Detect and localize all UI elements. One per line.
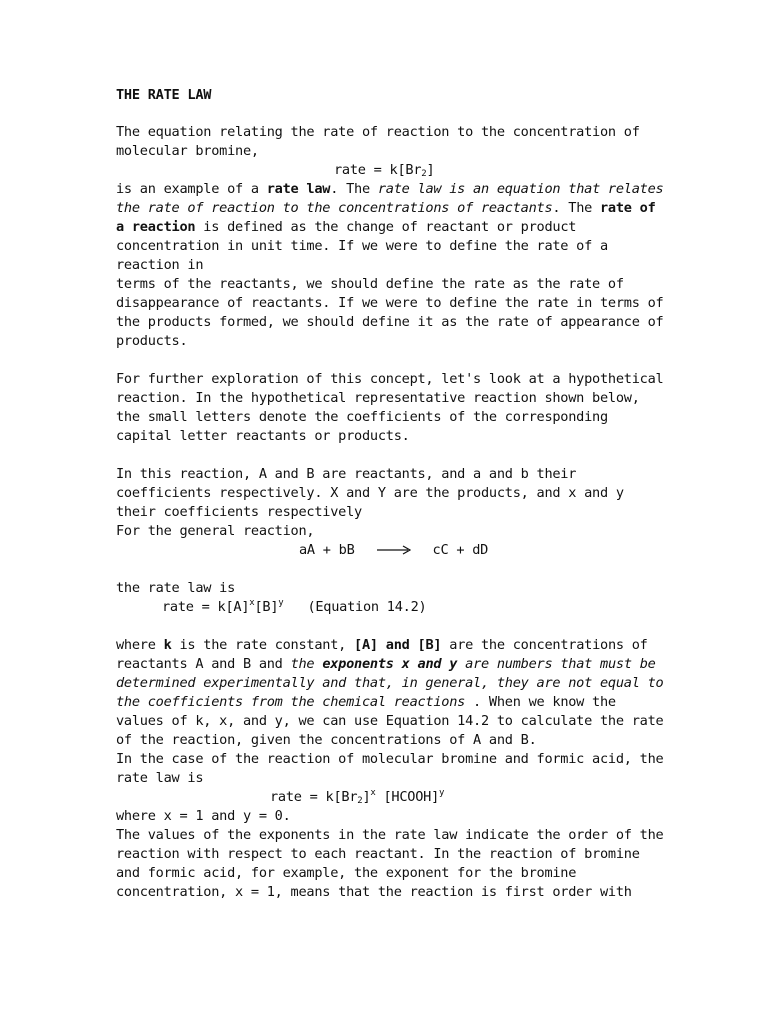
p1-line-10: disappearance of reactants. If we were to define the rate in terms of [116,295,664,311]
p1-line-7: concentration in unit time. If we were to define the rate of a [116,238,608,254]
p5-line-6: of the reaction, given the concentrations of A and B. [116,732,537,748]
general-reaction-equation: aA + bB cC + dD [299,542,489,558]
p2-line-4: capital letter reactants or products. [116,428,410,444]
p5-line-2: reactants A and B and the exponents x and y are numbers that must be [116,656,656,672]
p5-line-10: where x = 1 and y = 0. [116,808,291,824]
p1-line-1: The equation relating the rate of reaction to the concentration of [116,124,640,140]
p3-line-3: their coefficients respectively [116,504,362,520]
term-rate-of-reaction: a reaction [116,219,196,235]
p1-line-8: reaction in [116,257,204,273]
p2-line-2: reaction. In the hypothetical representative reaction shown below, [116,390,640,406]
p5-line-1: where k is the rate constant, [A] and [B] are the concentrations of [116,637,648,653]
p1-line-9: terms of the reactants, we should define the rate as the rate of [116,276,624,292]
p4-line-1: the rate law is [116,580,236,596]
p2-line-3: the small letters denote the coefficients of the corresponding [116,409,608,425]
p5-line-14: concentration, x = 1, means that the reaction is first order with [116,884,632,900]
document-page [116,86,664,902]
p1-line-11: the products formed, we should define it as the rate of appearance of [116,314,664,330]
p5-line-4: the coefficients from the chemical reactions . When we know the [116,694,616,710]
p2-line-1: For further exploration of this concept, let's look at a hypothetical [116,371,664,387]
rate-law-bromine-formic: rate = $k[Br_2]^x$ [HCOOH]$^y$ [270,788,445,806]
p1-line-5: the rate of reaction to the concentrations of reactants. The rate of [116,200,656,216]
p5-line-3: determined experimentally and that, in general, they are not equal to [116,675,664,691]
rate-law-general-equation: rate = $k[A]^x[B]^y$ (Equation 14.2) [162,598,427,615]
p1-line-2: molecular bromine, [116,143,259,159]
p5-line-8: rate law is [116,770,204,786]
rate-equation-bromine: rate = $k[Br_2]$ [334,162,435,179]
equation-label: (Equation 14.2) [307,599,427,615]
p5-line-5: values of k, x, and y, we can use Equation 14.2 to calculate the rate [116,713,664,729]
p1-line-4: is an example of a rate law. The rate law is an equation that relates [116,181,664,197]
page-title: THE RATE LAW [116,87,212,103]
p5-line-13: and formic acid, for example, the exponent for the bromine [116,865,577,881]
p1-line-12: products. [116,333,188,349]
p1-line-6: a reaction is defined as the change of reactant or product [116,219,577,235]
p3-line-2: coefficients respectively. X and Y are the products, and x and y [116,485,624,501]
p5-line-11: The values of the exponents in the rate law indicate the order of the [116,827,664,843]
p3-line-1: In this reaction, A and B are reactants, and a and b their [116,466,577,482]
reaction-arrow-icon [377,545,411,555]
term-rate-law: rate law [266,181,331,197]
p5-line-12: reaction with respect to each reactant. In the reaction of bromine [116,846,640,862]
p3-line-4: For the general reaction, [116,523,315,539]
p5-line-7: In the case of the reaction of molecular bromine and formic acid, the [116,751,664,767]
